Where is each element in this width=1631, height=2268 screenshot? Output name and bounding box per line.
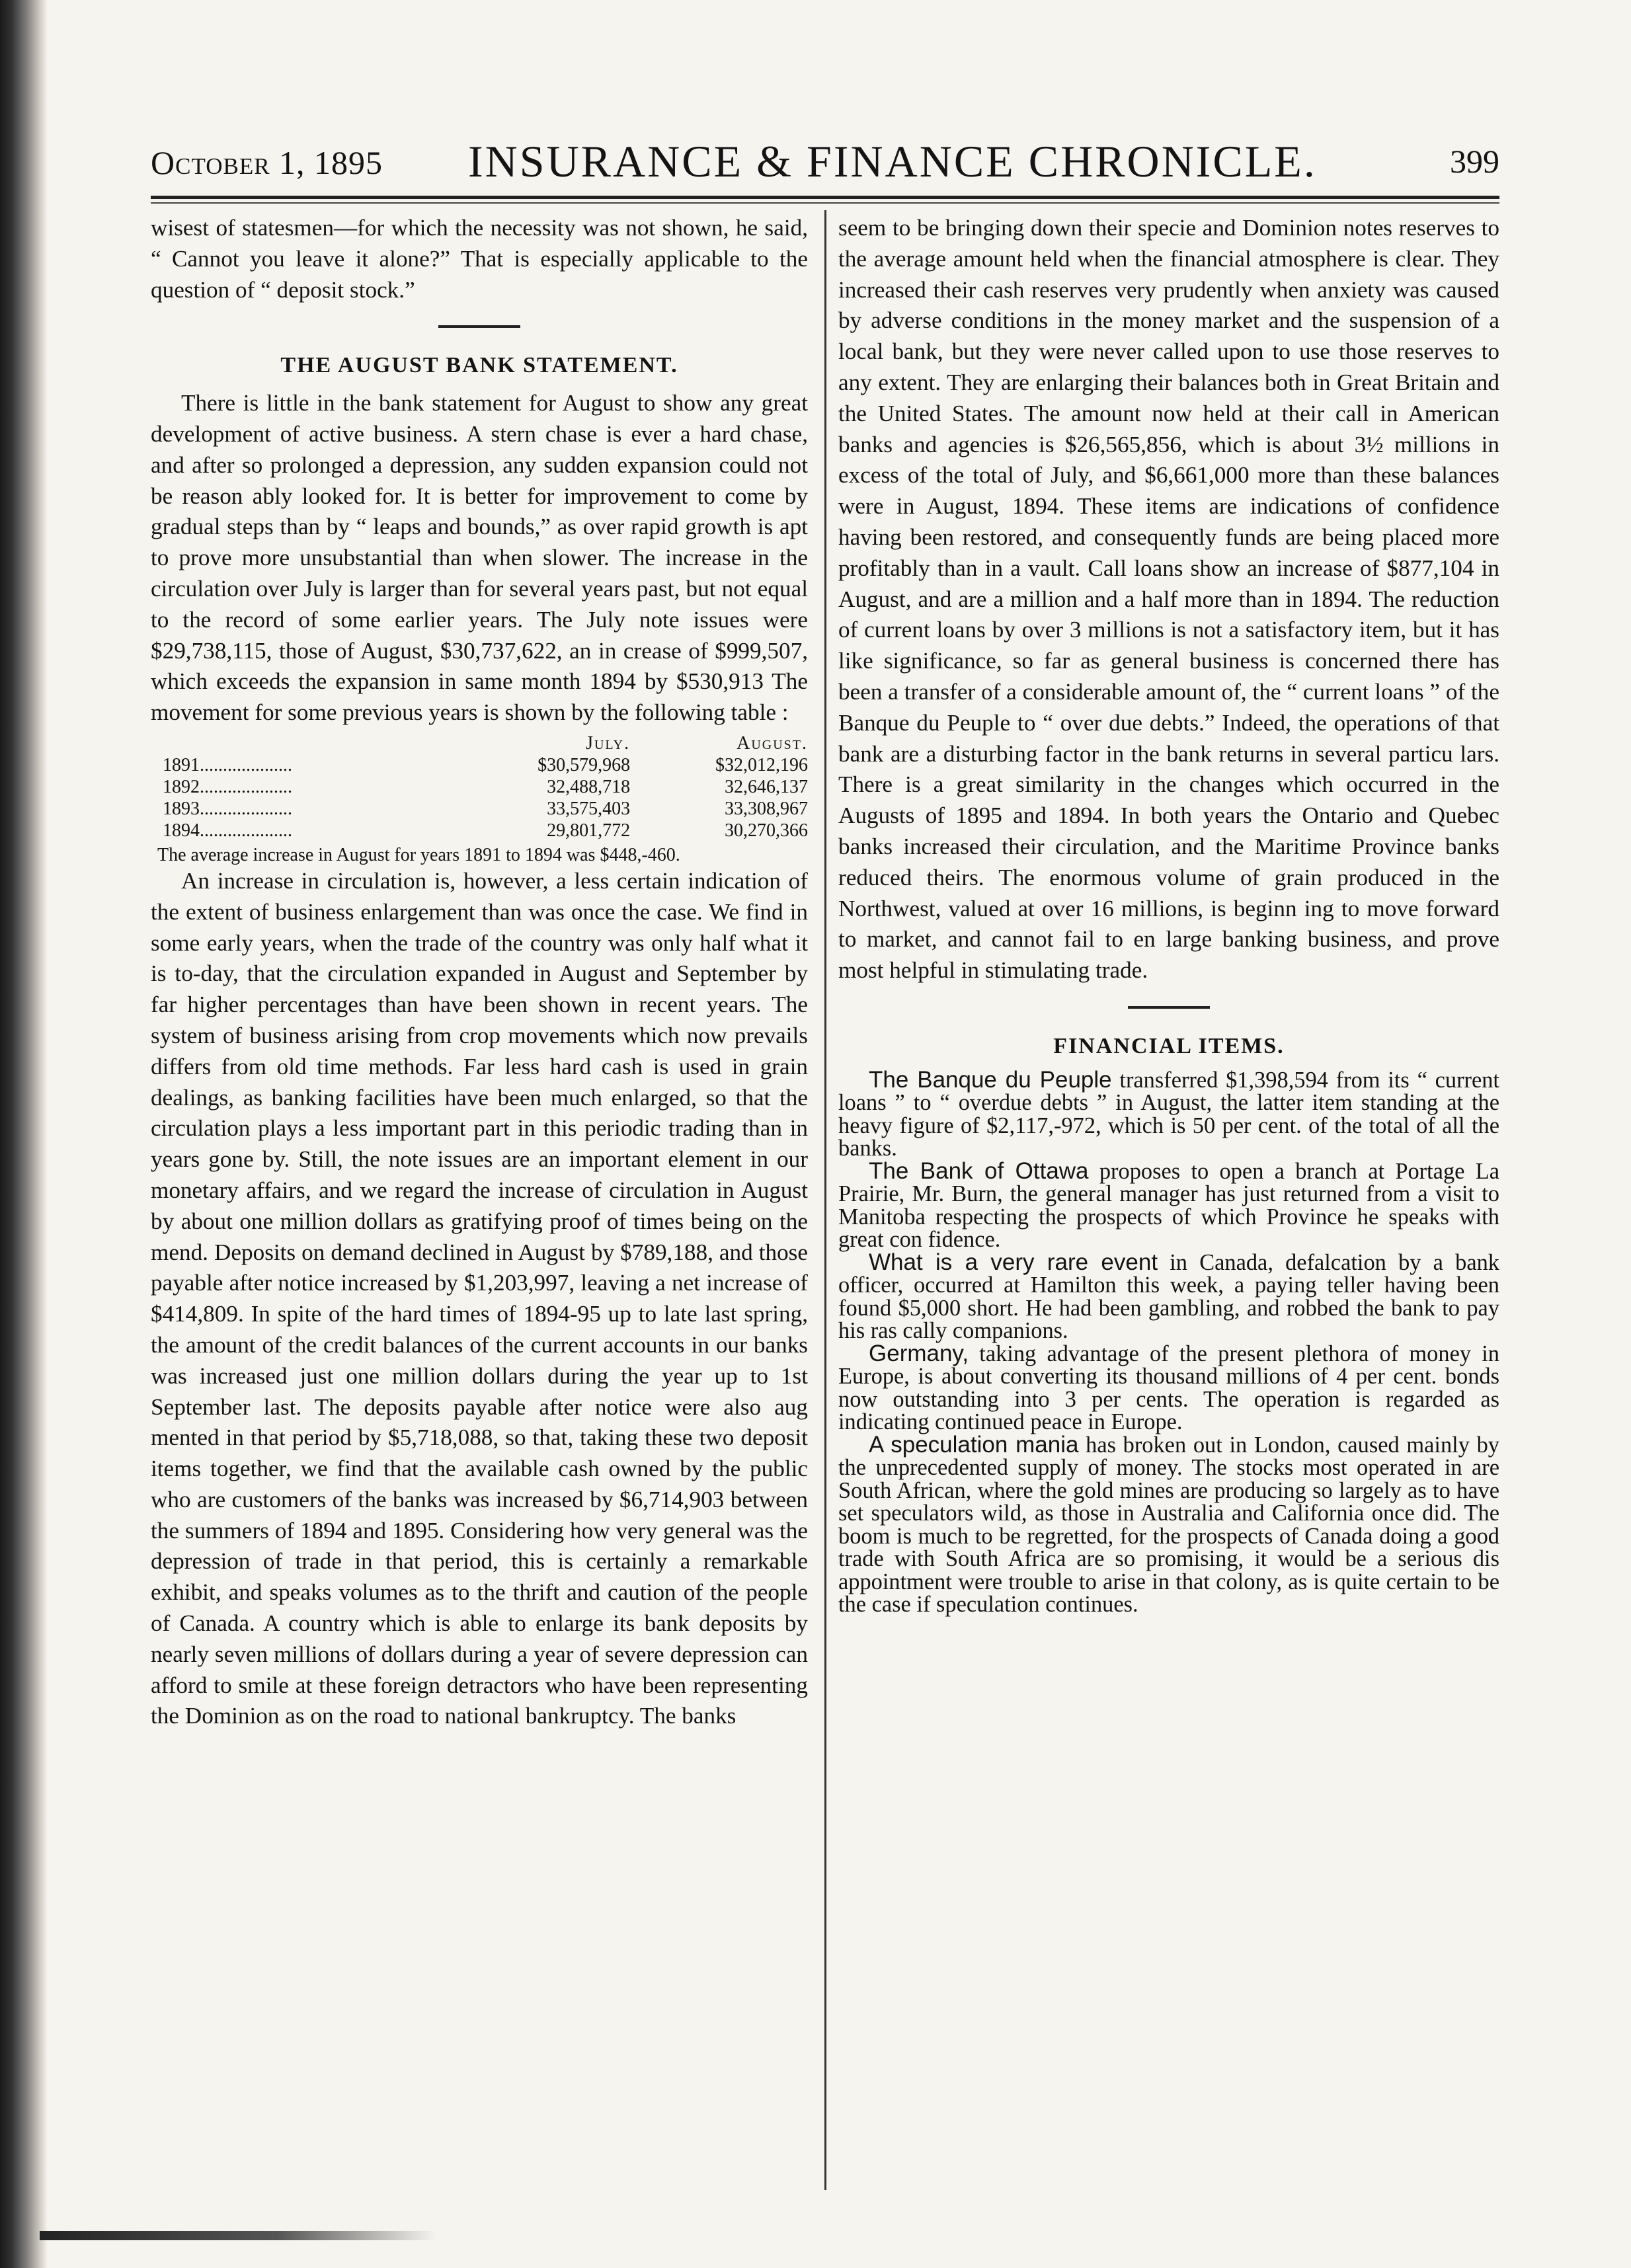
table-row: 1891.................... $30,579,968 $32,012,196 xyxy=(163,754,808,775)
table-header-row xyxy=(151,732,808,754)
left-column xyxy=(151,213,808,1732)
header-rule-thin xyxy=(151,202,1499,204)
item-lead: The Banque du Peuple xyxy=(869,1066,1112,1093)
paragraph-reserves: seem to be bringing down their specie and Dominion notes reserves to the average amount held when the financial atmosphere is clear. They increased their cash reserves very prudently when anxiety was caused by adverse conditions in the money market and the suspension of a local bank, but they were never called upon to use those reserves to any extent. They are enlarging their balances both in Great Britain and the United States. The amount now held at their call in American banks and agencies is $26,565,856, which is about 3½ millions in excess of the total of July, and $6,661,000 more than these balances were in August, 1894. These items are indications of confidence having been restored, and consequently funds are being placed more profitably than in a vault. Call loans show an increase of $877,104 in August, and are a million and a half more than in 1894. The reduction of current loans by over 3 millions is not a satisfactory item, but it has like significance, so far as general business is concerned there has been a transfer of a considerable amount of, the “ current loans ” of the Banque du Peuple to “ over due debts.” Indeed, the operations of that bank are a disturbing factor in the bank returns in several particu lars. There is a great similarity in the changes which occurred in the Augusts of 1895 and 1894. In both years the Ontario and Quebec banks increased their circulation, and the Maritime Province banks reduced theirs. The enormous volume of grain produced in the Northwest, valued at over 16 millions, is beginn ing to move forward to market, and cannot fail to en large banking business, and prove most helpful in stimulating trade. xyxy=(838,215,1499,984)
paragraph-circulation: There is little in the bank statement for August to show any great development of active business. A stern chase is ever a hard chase, and after so prolonged a depression, any sudden expansion could not be reason ably looked for. It is better for improvement to come by gradual steps than by “ leaps and bounds,” as over rapid growth is apt to prove more unsubstantial than when slower. The increase in the circulation over July is larger than for several years past, but not equal to the record of some earlier years. The July note issues were $29,738,115, those of August, $30,737,622, an in crease of $999,507, which exceeds the expansion in same month 1894 by $530,913 The movement for some previous years is shown by the following table : xyxy=(151,390,808,726)
publication-title: INSURANCE & FINANCE CHRONICLE. xyxy=(468,136,1317,186)
page-number: 399 xyxy=(1450,143,1499,180)
item-lead: Germany, xyxy=(869,1340,969,1366)
issue-date: October 1, 1895 xyxy=(151,144,383,181)
section-divider xyxy=(1128,1006,1210,1009)
item-text: in Canada, defalcation by a bank officer, occurred at Hamilton this week, a paying teller having been found $5,000 short. He had been gambling, and robbed the bank to pay his ras cally companions. xyxy=(838,1249,1499,1344)
financial-item xyxy=(838,1157,1500,1253)
item-text: taking advantage of the present plethora of money in Europe, is about converting its thousand millions of 4 per cent. bonds now outstanding into 3 per cents. The operation is regarded as indicating continued peace in Europe. xyxy=(838,1341,1499,1435)
page-bottom-edge xyxy=(40,2231,436,2240)
page-header xyxy=(151,136,1499,195)
item-lead: A speculation mania xyxy=(869,1431,1079,1458)
section-divider xyxy=(438,325,520,328)
item-text: has broken out in London, caused mainly by the unprecedented supply of money. The stocks most operated in are South African, where the gold mines are producing so largely as to have set speculators wild, as those in Australia and California once did. The boom is much to be regretted, for the prospects of Canada doing a good trade with South Africa are so promising, it would be a serious dis appointment were trouble to arise in that colony, as is quite certain to be the case if speculation continues. xyxy=(838,1432,1499,1618)
financial-item xyxy=(838,1251,1499,1343)
column-header-august: August. xyxy=(736,732,808,754)
section-title-august-bank-statement: THE AUGUST BANK STATEMENT. xyxy=(280,353,678,378)
header-rule xyxy=(151,196,1499,199)
table-row: 1892.................... 32,488,718 32,646,137 xyxy=(163,776,808,797)
item-text: transferred $1,398,594 from its “ current loans ” to “ overdue debts ” in August, the latter item standing at the heavy figure of $2,117,-972, which is 50 per cent. of the total of all the banks. xyxy=(838,1067,1499,1161)
column-header-july: July. xyxy=(586,732,631,754)
financial-item xyxy=(838,1431,1499,1618)
table-note: The average increase in August for years 1891 to 1894 was $448,-460. xyxy=(157,844,680,865)
column-divider xyxy=(824,210,826,2190)
intro-paragraph: wisest of statesmen—for which the necessity was not shown, he said, “ Cannot you leave it alone?” That is especially applicable to the question of “ deposit stock.” xyxy=(151,215,808,303)
page-binding-edge xyxy=(0,0,48,2268)
table-row: 1893.................... 33,575,403 33,308,967 xyxy=(163,798,808,819)
item-text: proposes to open a branch at Portage La Prairie, Mr. Burn, the general manager has just returned from a visit to Manitoba respecting the prospects of which Province he speaks with great con fidence. xyxy=(838,1158,1500,1253)
financial-item xyxy=(838,1066,1499,1161)
right-column xyxy=(838,213,1499,1616)
paragraph-deposits: An increase in circulation is, however, a less certain indication of the extent of business enlargement than was once the case. We find in some early years, when the trade of the country was only half what it is to-day, that the circulation expanded in August and September by far higher percentages than have been shown in recent years. The system of business arising from crop movements which now prevails differs from old time methods. Far less hard cash is used in grain dealings, as banking facilities have been much enlarged, so that the circulation plays a less important part in this periodic trading than in years gone by. Still, the note issues are an important element in our monetary affairs, and we regard the increase of circulation in August by about one million dollars as gratifying proof of times being on the mend. Deposits on demand declined in August by $789,188, and those payable after notice increased by $1,203,997, leaving a net increase of $414,809. In spite of the hard times of 1894-95 up to late last spring, the amount of the credit balances of the current accounts in our banks was increased just one million dollars during the year up to 1st September last. The deposits payable after notice were also aug mented in that period by $5,718,088, so that, taking these two deposit items together, we find that the available cash owned by the public who are customers of the banks was increased by $6,714,903 between the summers of 1894 and 1895. Considering how very general was the depression of trade in that period, this is certainly a remarkable exhibit, and speaks volumes as to the thrift and caution of the people of Canada. A country which is able to enlarge its bank deposits by nearly seven millions of dollars during a year of severe depression can afford to smile at these foreign detractors who have been representing the Dominion as on the road to national bankruptcy. The banks xyxy=(151,867,808,1729)
section-title-financial-items: FINANCIAL ITEMS. xyxy=(1053,1033,1285,1058)
table-row: 1894.................... 29,801,772 30,270,366 xyxy=(163,820,808,841)
item-lead: The Bank of Ottawa xyxy=(869,1157,1089,1184)
item-lead: What is a very rare event xyxy=(869,1249,1158,1275)
financial-item xyxy=(838,1340,1499,1435)
circulation-table xyxy=(151,732,808,841)
